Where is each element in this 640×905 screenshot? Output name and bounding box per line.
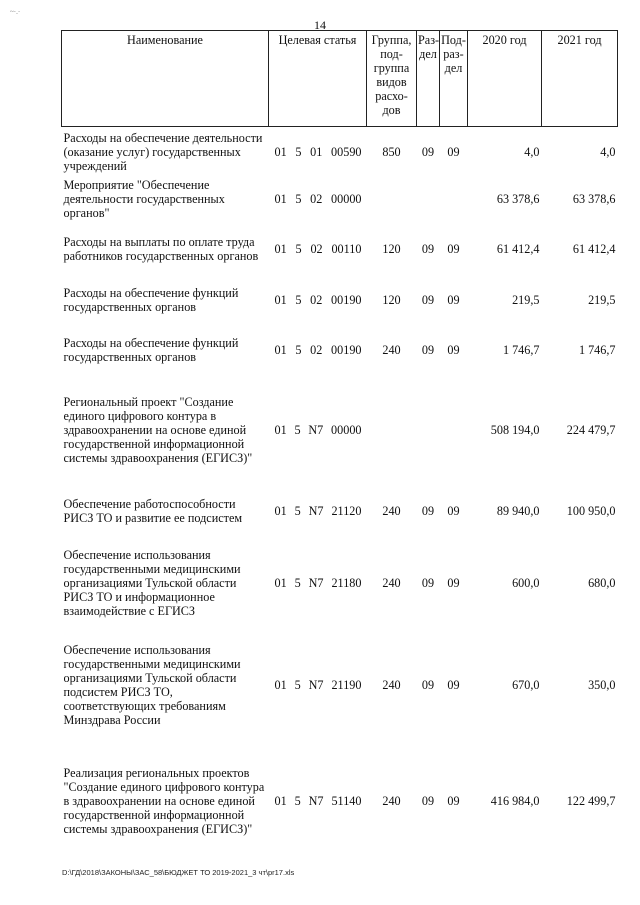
row-name: Региональный проект "Создание единого цифрового контура в здравоохранении на основе единой государственной информационной системы здравоохранения (ЕГИСЗ)" <box>63 394 253 465</box>
row-section: 09 <box>421 503 435 518</box>
header-target: Целевая статья <box>269 31 367 127</box>
row-2020: 61 412,4 <box>496 241 540 256</box>
row-2021: 350,0 <box>588 677 616 692</box>
target-code-part: 01 <box>274 144 287 159</box>
row-target-code <box>269 177 367 222</box>
target-code-part: 51140 <box>331 793 362 808</box>
row-group: 120 <box>382 241 401 256</box>
target-code-part: N7 <box>308 677 324 692</box>
row-name: Обеспечение работоспособности РИСЗ ТО и развитие ее подсистем <box>63 496 243 525</box>
row-2021: 1 746,7 <box>578 342 616 357</box>
target-code-part: 01 <box>274 793 287 808</box>
row-subsection: 09 <box>447 241 460 256</box>
row-2020: 63 378,6 <box>496 192 540 206</box>
row-name: Расходы на выплаты по оплате труда работников государственных органов <box>63 234 259 263</box>
header-section: Раз- дел <box>417 31 440 127</box>
row-2020: 89 940,0 <box>496 503 540 518</box>
row-group: 240 <box>382 793 401 808</box>
target-code-part: 00590 <box>331 144 362 159</box>
row-group: 850 <box>382 144 401 159</box>
header-2021: 2021 год <box>542 31 618 127</box>
header-group: Группа, под- группа видов расхо- дов <box>367 31 417 127</box>
target-code-part: 01 <box>274 241 287 256</box>
table-row <box>62 324 618 376</box>
row-target-code <box>269 276 367 324</box>
row-2020: 1 746,7 <box>502 342 540 357</box>
row-section: 09 <box>421 144 435 159</box>
table-row <box>62 276 618 324</box>
target-code-part: 5 <box>294 422 301 437</box>
row-section: 09 <box>421 342 435 357</box>
target-code-part: N7 <box>308 422 324 437</box>
row-section: 09 <box>421 793 435 808</box>
row-target-code <box>269 628 367 742</box>
target-code-part: N7 <box>308 503 324 518</box>
table-row <box>62 484 618 538</box>
row-section: 09 <box>421 292 435 307</box>
row-section <box>417 376 440 484</box>
row-2021: 224 479,7 <box>566 422 616 437</box>
row-subsection <box>440 376 468 484</box>
row-subsection: 09 <box>447 575 460 590</box>
row-2020: 508 194,0 <box>490 422 540 437</box>
table-row <box>62 376 618 484</box>
target-code-part: 5 <box>295 292 302 307</box>
target-code-part: N7 <box>308 793 324 808</box>
target-code-part: 5 <box>294 677 301 692</box>
row-group: 240 <box>382 677 401 692</box>
row-target-code <box>269 376 367 484</box>
header-subsection: Под- раз- дел <box>440 31 468 127</box>
target-code-part: 01 <box>274 422 287 437</box>
target-code-part: 02 <box>310 192 323 206</box>
row-section: 09 <box>421 241 435 256</box>
target-code-part: 21190 <box>331 677 362 692</box>
row-group: 240 <box>382 342 401 357</box>
row-2020: 219,5 <box>512 292 540 307</box>
row-2020: 600,0 <box>512 575 540 590</box>
row-2021: 680,0 <box>588 575 616 590</box>
row-section: 09 <box>421 677 435 692</box>
row-2021: 61 412,4 <box>572 241 616 256</box>
target-code-part: 01 <box>274 292 287 307</box>
target-code-part: 00000 <box>331 422 362 437</box>
row-name: Расходы на обеспечение функций государственных органов <box>63 335 239 364</box>
target-code-part: 5 <box>295 342 302 357</box>
row-group: 120 <box>382 292 401 307</box>
row-name: Обеспечение использования государственными медицинскими организациями Тульской области РИСЗ ТО и информационное взаимодействие с ЕГИСЗ <box>63 547 241 618</box>
target-code-part: 5 <box>294 503 301 518</box>
row-2021: 63 378,6 <box>572 192 616 206</box>
table-row <box>62 538 618 628</box>
target-code-part: 21120 <box>331 503 362 518</box>
row-2021: 100 950,0 <box>566 503 616 518</box>
target-code-part: 02 <box>310 241 323 256</box>
table-row <box>62 127 618 177</box>
header-name: Наименование <box>62 31 269 127</box>
row-group: 240 <box>382 575 401 590</box>
target-code-part: 5 <box>294 793 301 808</box>
row-target-code <box>269 484 367 538</box>
target-code-part: 5 <box>294 575 301 590</box>
row-2020: 416 984,0 <box>490 793 540 808</box>
row-2021: 219,5 <box>588 292 616 307</box>
target-code-part: 5 <box>295 144 302 159</box>
table-row <box>62 628 618 742</box>
row-2020: 4,0 <box>524 144 540 159</box>
target-code-part: 02 <box>310 292 323 307</box>
target-code-part: 00000 <box>331 192 362 206</box>
row-name: Мероприятие "Обеспечение деятельности государственных органов" <box>63 178 225 220</box>
scan-mark: ~·.· <box>10 8 21 16</box>
row-name: Обеспечение использования государственными медицинскими организациями Тульской области подсистем РИСЗ ТО, соответствующих требованиям Минздрава России <box>63 642 241 727</box>
target-code-part: 01 <box>274 575 287 590</box>
target-code-part: 01 <box>310 144 323 159</box>
target-code-part: 21180 <box>331 575 362 590</box>
target-code-part: N7 <box>308 575 324 590</box>
table-row <box>62 742 618 860</box>
target-code-part: 00190 <box>331 342 362 357</box>
row-name: Реализация региональных проектов "Создание единого цифрового контура в здравоохранении на основе единой государственной информационной системы здравоохранения (ЕГИСЗ)" <box>63 765 265 836</box>
row-target-code <box>269 222 367 276</box>
target-code-part: 00110 <box>331 241 362 256</box>
row-name: Расходы на обеспечение функций государственных органов <box>63 285 239 314</box>
row-subsection: 09 <box>447 292 460 307</box>
file-path-footer: D:\ГД\2018\ЗАКОНЫ\ЗАС_58\БЮДЖЕТ ТО 2019-2021_3 чт\pr17.xls <box>62 868 295 877</box>
header-2020: 2020 год <box>468 31 542 127</box>
row-2020: 670,0 <box>512 677 540 692</box>
target-code-part: 5 <box>295 192 302 206</box>
header-row <box>62 31 618 127</box>
row-subsection: 09 <box>447 342 460 357</box>
target-code-part: 01 <box>274 677 287 692</box>
row-subsection: 09 <box>447 503 460 518</box>
row-target-code <box>269 538 367 628</box>
table-row <box>62 222 618 276</box>
row-subsection <box>440 177 468 222</box>
row-section <box>417 177 440 222</box>
row-group <box>367 177 417 222</box>
row-target-code <box>269 127 367 177</box>
target-code-part: 01 <box>274 342 287 357</box>
target-code-part: 01 <box>274 503 287 518</box>
row-group <box>367 376 417 484</box>
row-section: 09 <box>421 575 435 590</box>
target-code-part: 5 <box>295 241 302 256</box>
row-group: 240 <box>382 503 401 518</box>
row-2021: 122 499,7 <box>566 793 616 808</box>
page-number: 14 <box>314 18 326 32</box>
target-code-part: 02 <box>310 342 323 357</box>
row-subsection: 09 <box>447 793 460 808</box>
row-name: Расходы на обеспечение деятельности (оказание услуг) государственных учреждений <box>63 130 263 173</box>
target-code-part: 00190 <box>331 292 362 307</box>
target-code-part: 01 <box>274 192 287 206</box>
table-row <box>62 177 618 222</box>
row-target-code <box>269 742 367 860</box>
row-subsection: 09 <box>447 144 460 159</box>
row-2021: 4,0 <box>600 144 616 159</box>
row-target-code <box>269 324 367 376</box>
row-subsection: 09 <box>447 677 460 692</box>
budget-table <box>61 30 618 860</box>
